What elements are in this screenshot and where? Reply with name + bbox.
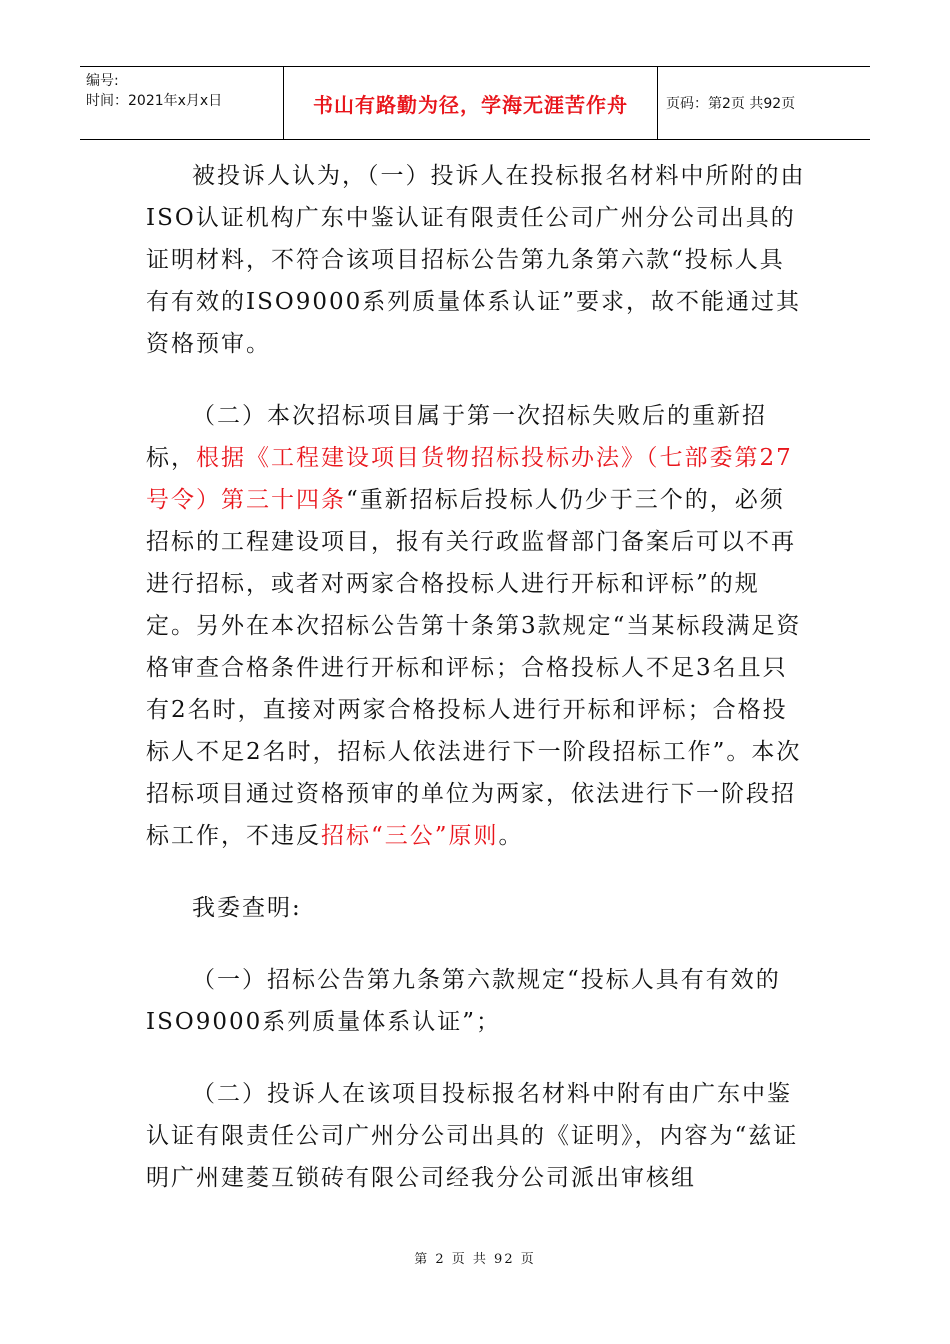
- paragraph-rebidding: [146, 395, 806, 857]
- document-body: [146, 155, 806, 1199]
- paragraph-text: （二）本次招标项目属于第一次招标失败后的重新招标，: [146, 403, 767, 471]
- page-header: [80, 66, 870, 140]
- header-page-number: 页码：第2页 共92页: [666, 96, 796, 112]
- paragraph-text: 。: [498, 823, 524, 849]
- header-motto: 书山有路勤为径，学海无涯苦作舟: [313, 92, 628, 117]
- paragraph-finding-2: （二）投诉人在该项目投标报名材料中附有由广东中鉴认证有限责任公司广州分公司出具的《证明》，内容为“兹证明广州建菱互锁砖有限公司经我分公司派出审核组: [146, 1081, 799, 1191]
- paragraph-text: “重新招标后投标人仍少于三个的，必须招标的工程建设项目，报有关行政监督部门备案后可以不再进行招标，或者对两家合格投标人进行开标和评标”的规定。另外在本次招标公告第十条第3款规定“当某标段满足资格审查合格条件进行开标和评标；合格投标人不足3名且只有2名时，直接对两家合格投标人进行开标和评标；合格投标人不足2名时，招标人依法进行下一阶段招标工作”。本次招标项目通过资格预审的单位为两家，依法进行下一阶段招标工作，不违反: [146, 487, 802, 849]
- paragraph-finding-1: （一）招标公告第九条第六款规定“投标人具有有效的ISO9000系列质量体系认证”；: [146, 967, 781, 1035]
- doc-time-label: 时间：2021年x月x日: [86, 93, 223, 109]
- paragraph-respondent-view: 被投诉人认为，（一）投诉人在投标报名材料中所附的由ISO认证机构广东中鉴认证有限责任公司广州分公司出具的证明材料，不符合该项目招标公告第九条第六款“投标人具有有效的ISO9000系列质量体系认证”要求，故不能通过其资格预审。: [146, 163, 806, 357]
- doc-number-label: 编号:: [86, 73, 119, 89]
- header-motto-cell: [283, 67, 658, 139]
- highlight-regulation: 根据《工程建设项目货物招标投标办法》（七部委第27号令）第三十四条: [146, 445, 793, 513]
- header-meta: [80, 67, 283, 139]
- page-footer: 第 2 页 共 92 页: [414, 1252, 536, 1267]
- highlight-principle: 招标“三公”原则: [321, 823, 499, 849]
- header-page-cell: [658, 67, 870, 139]
- paragraph-findings-heading: 我委查明:: [192, 895, 302, 921]
